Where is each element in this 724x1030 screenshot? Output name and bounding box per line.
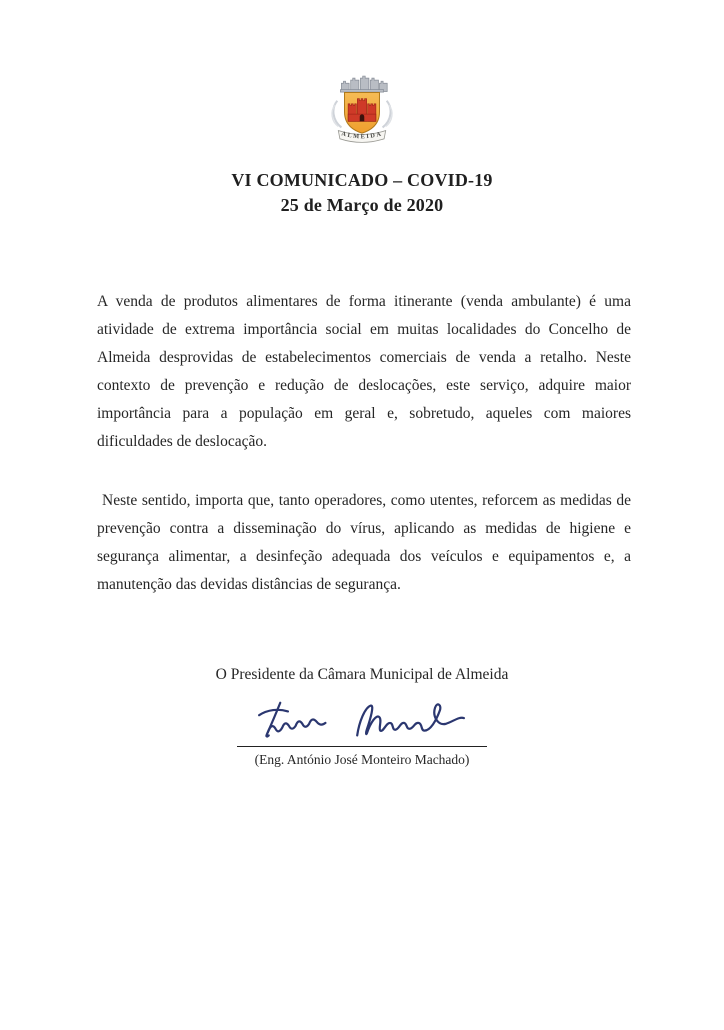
handwritten-signature-icon: [237, 696, 487, 746]
document-date: 25 de Março de 2020: [280, 195, 444, 215]
almeida-coat-of-arms-icon: [328, 74, 396, 146]
paragraph-1: A venda de produtos alimentares de forma itinerante (venda ambulante) é uma atividade de extrema importância social em muitas localidades do Concelho de Almeida desprovidas de estabelecimentos comerciais de venda a retalho. Neste contexto de prevenção e redução de deslocações, este serviço, adquire maior importância para a população em geral e, sobretudo, aqueles com maiores dificuldades de deslocação.: [97, 293, 631, 450]
signatory-role-line: O Presidente da Câmara Municipal de Almeida: [215, 666, 509, 683]
signature-block: [232, 696, 492, 768]
banner-text: ALMEIDA: [340, 130, 384, 141]
document-title: VI COMUNICADO – COVID-19: [231, 170, 493, 190]
mural-crown: [340, 76, 387, 92]
letter-body: [97, 288, 631, 599]
castle-door: [360, 114, 365, 121]
paragraph-2: Neste sentido, importa que, tanto operadores, como utentes, reforcem as medidas de prevenção contra a disseminação do vírus, aplicando as medidas de higiene e segurança alimentar, a desinfeção adequada dos veículos e equipamentos e, a manutenção das devidas distâncias de segurança.: [97, 492, 631, 593]
title-block: [0, 168, 724, 218]
signature-line: [237, 746, 487, 747]
signatory-name-line: (Eng. António José Monteiro Machado): [254, 752, 470, 767]
